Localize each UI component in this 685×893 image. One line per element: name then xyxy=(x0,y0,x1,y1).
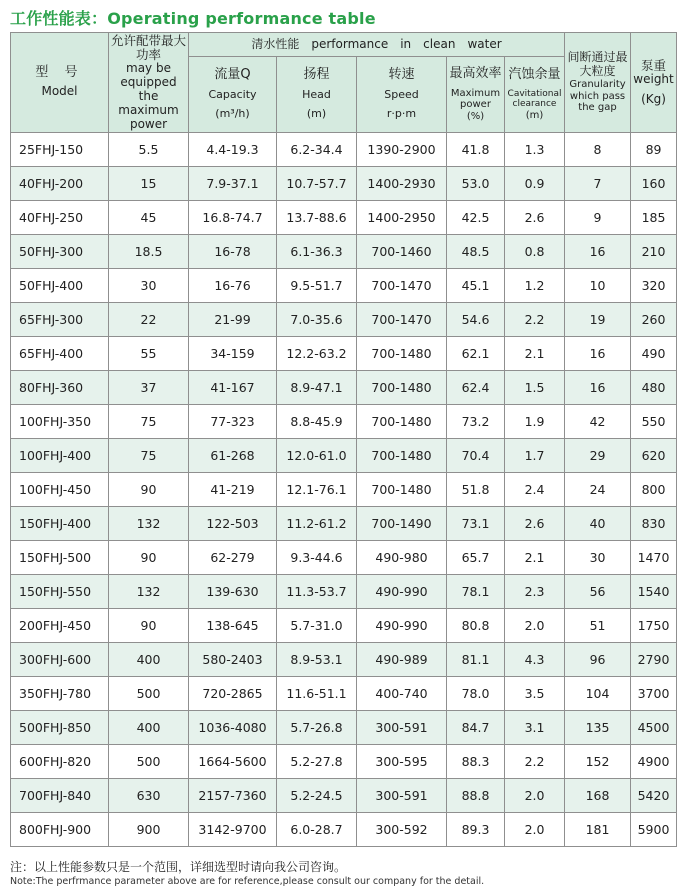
header-capacity-zh: 流量Q xyxy=(214,67,251,83)
granularity-cell: 96 xyxy=(565,643,631,677)
head-cell: 13.7-88.6 xyxy=(277,201,357,235)
header-granularity-en: Granularity which pass the gap xyxy=(569,79,626,114)
cavitation-cell: 1.2 xyxy=(505,269,565,303)
header-model xyxy=(11,33,109,133)
capacity-cell: 138-645 xyxy=(189,609,277,643)
efficiency-cell: 88.8 xyxy=(447,779,505,813)
granularity-cell: 152 xyxy=(565,745,631,779)
weight-cell: 1470 xyxy=(631,541,677,575)
model-cell: 80FHJ-360 xyxy=(11,371,109,405)
efficiency-cell: 41.8 xyxy=(447,133,505,167)
table-row xyxy=(11,133,677,167)
capacity-cell: 21-99 xyxy=(189,303,277,337)
weight-cell: 4500 xyxy=(631,711,677,745)
page-title: 工作性能表：Operating performance table xyxy=(10,9,376,28)
capacity-cell: 61-268 xyxy=(189,439,277,473)
speed-cell: 490-990 xyxy=(357,575,447,609)
power-cell: 500 xyxy=(109,677,189,711)
power-cell: 90 xyxy=(109,473,189,507)
cavitation-cell: 4.3 xyxy=(505,643,565,677)
cavitation-cell: 2.2 xyxy=(505,303,565,337)
header-capacity-en: Capacity xyxy=(208,88,257,102)
power-cell: 500 xyxy=(109,745,189,779)
speed-cell: 300-591 xyxy=(357,779,447,813)
cavitation-cell: 1.9 xyxy=(505,405,565,439)
cavitation-cell: 2.0 xyxy=(505,609,565,643)
weight-cell: 260 xyxy=(631,303,677,337)
efficiency-cell: 42.5 xyxy=(447,201,505,235)
cavitation-cell: 2.3 xyxy=(505,575,565,609)
head-cell: 6.0-28.7 xyxy=(277,813,357,847)
note-chinese: 注：以上性能参数只是一个范围，详细选型时请向我公司咨询。 xyxy=(10,860,347,874)
table-row xyxy=(11,303,677,337)
weight-cell: 800 xyxy=(631,473,677,507)
speed-cell: 300-591 xyxy=(357,711,447,745)
table-row xyxy=(11,575,677,609)
header-efficiency-unit: (%) xyxy=(466,110,485,122)
granularity-cell: 40 xyxy=(565,507,631,541)
granularity-cell: 168 xyxy=(565,779,631,813)
speed-cell: 700-1480 xyxy=(357,439,447,473)
head-cell: 12.2-63.2 xyxy=(277,337,357,371)
weight-cell: 1750 xyxy=(631,609,677,643)
cavitation-cell: 2.1 xyxy=(505,541,565,575)
speed-cell: 700-1480 xyxy=(357,473,447,507)
granularity-cell: 42 xyxy=(565,405,631,439)
efficiency-cell: 65.7 xyxy=(447,541,505,575)
speed-cell: 1400-2930 xyxy=(357,167,447,201)
table-row xyxy=(11,269,677,303)
efficiency-cell: 78.1 xyxy=(447,575,505,609)
table-row xyxy=(11,337,677,371)
head-cell: 5.7-31.0 xyxy=(277,609,357,643)
head-cell: 11.2-61.2 xyxy=(277,507,357,541)
header-efficiency-en: Maximum power xyxy=(450,87,501,111)
model-cell: 50FHJ-400 xyxy=(11,269,109,303)
weight-cell: 2790 xyxy=(631,643,677,677)
efficiency-cell: 80.8 xyxy=(447,609,505,643)
head-cell: 11.6-51.1 xyxy=(277,677,357,711)
table-row xyxy=(11,507,677,541)
granularity-cell: 7 xyxy=(565,167,631,201)
power-cell: 37 xyxy=(109,371,189,405)
header-weight-unit: (Kg) xyxy=(641,91,666,106)
table-row xyxy=(11,711,677,745)
header-power-en: may be equipped the maximum power xyxy=(118,61,179,131)
head-cell: 12.1-76.1 xyxy=(277,473,357,507)
efficiency-cell: 51.8 xyxy=(447,473,505,507)
speed-cell: 490-990 xyxy=(357,609,447,643)
speed-cell: 1400-2950 xyxy=(357,201,447,235)
capacity-cell: 16-76 xyxy=(189,269,277,303)
granularity-cell: 16 xyxy=(565,371,631,405)
model-cell: 100FHJ-350 xyxy=(11,405,109,439)
table-row xyxy=(11,235,677,269)
capacity-cell: 16.8-74.7 xyxy=(189,201,277,235)
table-row xyxy=(11,677,677,711)
cavitation-cell: 1.7 xyxy=(505,439,565,473)
table-row xyxy=(11,371,677,405)
efficiency-cell: 89.3 xyxy=(447,813,505,847)
header-head-zh: 扬程 xyxy=(303,67,330,83)
header-weight-en: weight xyxy=(633,71,674,86)
efficiency-cell: 73.1 xyxy=(447,507,505,541)
table-row xyxy=(11,473,677,507)
table-row xyxy=(11,167,677,201)
power-cell: 90 xyxy=(109,541,189,575)
speed-cell: 490-989 xyxy=(357,643,447,677)
power-cell: 22 xyxy=(109,303,189,337)
granularity-cell: 135 xyxy=(565,711,631,745)
speed-cell: 700-1480 xyxy=(357,337,447,371)
power-cell: 75 xyxy=(109,439,189,473)
head-cell: 5.2-27.8 xyxy=(277,745,357,779)
power-cell: 75 xyxy=(109,405,189,439)
cavitation-cell: 0.8 xyxy=(505,235,565,269)
model-cell: 800FHJ-900 xyxy=(11,813,109,847)
weight-cell: 490 xyxy=(631,337,677,371)
model-cell: 600FHJ-820 xyxy=(11,745,109,779)
head-cell: 9.3-44.6 xyxy=(277,541,357,575)
header-speed-zh: 转速 xyxy=(388,67,415,83)
weight-cell: 480 xyxy=(631,371,677,405)
table-row xyxy=(11,813,677,847)
model-cell: 100FHJ-450 xyxy=(11,473,109,507)
power-cell: 400 xyxy=(109,711,189,745)
header-capacity-unit: (m³/h) xyxy=(215,106,250,120)
granularity-cell: 30 xyxy=(565,541,631,575)
model-cell: 300FHJ-600 xyxy=(11,643,109,677)
speed-cell: 700-1480 xyxy=(357,405,447,439)
cavitation-cell: 2.0 xyxy=(505,813,565,847)
efficiency-cell: 84.7 xyxy=(447,711,505,745)
granularity-cell: 181 xyxy=(565,813,631,847)
weight-cell: 4900 xyxy=(631,745,677,779)
header-capacity xyxy=(189,57,277,133)
table-row xyxy=(11,745,677,779)
capacity-cell: 1664-5600 xyxy=(189,745,277,779)
performance-table xyxy=(10,32,677,847)
speed-cell: 300-592 xyxy=(357,813,447,847)
model-cell: 200FHJ-450 xyxy=(11,609,109,643)
capacity-cell: 580-2403 xyxy=(189,643,277,677)
cavitation-cell: 3.1 xyxy=(505,711,565,745)
weight-cell: 5420 xyxy=(631,779,677,813)
granularity-cell: 56 xyxy=(565,575,631,609)
model-cell: 50FHJ-300 xyxy=(11,235,109,269)
model-cell: 40FHJ-200 xyxy=(11,167,109,201)
header-speed-en: Speed xyxy=(384,88,419,102)
header-power-zh: 允许配带最大功率 xyxy=(110,32,186,62)
capacity-cell: 2157-7360 xyxy=(189,779,277,813)
capacity-cell: 7.9-37.1 xyxy=(189,167,277,201)
speed-cell: 400-740 xyxy=(357,677,447,711)
capacity-cell: 139-630 xyxy=(189,575,277,609)
header-cavitation-en: Cavitational clearance xyxy=(507,88,562,110)
speed-cell: 1390-2900 xyxy=(357,133,447,167)
table-row xyxy=(11,201,677,235)
capacity-cell: 34-159 xyxy=(189,337,277,371)
weight-cell: 1540 xyxy=(631,575,677,609)
header-granularity xyxy=(565,33,631,133)
header-model-zh: 型 号 xyxy=(35,65,84,81)
head-cell: 6.2-34.4 xyxy=(277,133,357,167)
head-cell: 8.9-47.1 xyxy=(277,371,357,405)
cavitation-cell: 2.6 xyxy=(505,201,565,235)
granularity-cell: 16 xyxy=(565,337,631,371)
table-row xyxy=(11,439,677,473)
model-cell: 65FHJ-400 xyxy=(11,337,109,371)
head-cell: 9.5-51.7 xyxy=(277,269,357,303)
header-cavitation-zh: 汽蚀余量 xyxy=(508,66,561,82)
speed-cell: 700-1480 xyxy=(357,371,447,405)
power-cell: 900 xyxy=(109,813,189,847)
head-cell: 8.9-53.1 xyxy=(277,643,357,677)
weight-cell: 89 xyxy=(631,133,677,167)
header-weight xyxy=(631,33,677,133)
header-head-unit: (m) xyxy=(306,106,327,120)
table-row xyxy=(11,405,677,439)
model-cell: 350FHJ-780 xyxy=(11,677,109,711)
header-efficiency xyxy=(447,57,505,133)
efficiency-cell: 88.3 xyxy=(447,745,505,779)
head-cell: 10.7-57.7 xyxy=(277,167,357,201)
head-cell: 11.3-53.7 xyxy=(277,575,357,609)
speed-cell: 300-595 xyxy=(357,745,447,779)
efficiency-cell: 45.1 xyxy=(447,269,505,303)
speed-cell: 700-1470 xyxy=(357,269,447,303)
model-cell: 65FHJ-300 xyxy=(11,303,109,337)
header-head xyxy=(277,57,357,133)
granularity-cell: 29 xyxy=(565,439,631,473)
capacity-cell: 720-2865 xyxy=(189,677,277,711)
power-cell: 5.5 xyxy=(109,133,189,167)
weight-cell: 3700 xyxy=(631,677,677,711)
cavitation-cell: 2.4 xyxy=(505,473,565,507)
head-cell: 5.2-24.5 xyxy=(277,779,357,813)
capacity-cell: 41-167 xyxy=(189,371,277,405)
speed-cell: 700-1470 xyxy=(357,303,447,337)
header-model-en: Model xyxy=(41,84,78,99)
weight-cell: 210 xyxy=(631,235,677,269)
cavitation-cell: 0.9 xyxy=(505,167,565,201)
weight-cell: 830 xyxy=(631,507,677,541)
speed-cell: 700-1460 xyxy=(357,235,447,269)
header-weight-zh: 泵重 xyxy=(641,57,667,73)
head-cell: 6.1-36.3 xyxy=(277,235,357,269)
header-cavitation-unit: (m) xyxy=(525,109,544,121)
header-head-en: Head xyxy=(302,88,331,102)
cavitation-cell: 2.1 xyxy=(505,337,565,371)
table-row xyxy=(11,643,677,677)
capacity-cell: 1036-4080 xyxy=(189,711,277,745)
capacity-cell: 41-219 xyxy=(189,473,277,507)
cavitation-cell: 3.5 xyxy=(505,677,565,711)
granularity-cell: 16 xyxy=(565,235,631,269)
granularity-cell: 24 xyxy=(565,473,631,507)
model-cell: 150FHJ-500 xyxy=(11,541,109,575)
efficiency-cell: 62.4 xyxy=(447,371,505,405)
efficiency-cell: 48.5 xyxy=(447,235,505,269)
speed-cell: 700-1490 xyxy=(357,507,447,541)
power-cell: 400 xyxy=(109,643,189,677)
capacity-cell: 4.4-19.3 xyxy=(189,133,277,167)
capacity-cell: 3142-9700 xyxy=(189,813,277,847)
efficiency-cell: 78.0 xyxy=(447,677,505,711)
power-cell: 132 xyxy=(109,575,189,609)
model-cell: 40FHJ-250 xyxy=(11,201,109,235)
granularity-cell: 104 xyxy=(565,677,631,711)
granularity-cell: 19 xyxy=(565,303,631,337)
granularity-cell: 8 xyxy=(565,133,631,167)
power-cell: 630 xyxy=(109,779,189,813)
note-english: Note:The perfrmance parameter above are for reference,please consult our company for the detail. xyxy=(10,876,485,887)
model-cell: 500FHJ-850 xyxy=(11,711,109,745)
power-cell: 15 xyxy=(109,167,189,201)
efficiency-cell: 73.2 xyxy=(447,405,505,439)
cavitation-cell: 2.6 xyxy=(505,507,565,541)
power-cell: 45 xyxy=(109,201,189,235)
weight-cell: 550 xyxy=(631,405,677,439)
weight-cell: 5900 xyxy=(631,813,677,847)
head-cell: 8.8-45.9 xyxy=(277,405,357,439)
power-cell: 55 xyxy=(109,337,189,371)
cavitation-cell: 1.5 xyxy=(505,371,565,405)
table-row xyxy=(11,609,677,643)
header-speed-unit: r·p·m xyxy=(386,106,417,120)
efficiency-cell: 54.6 xyxy=(447,303,505,337)
capacity-cell: 122-503 xyxy=(189,507,277,541)
efficiency-cell: 53.0 xyxy=(447,167,505,201)
granularity-cell: 10 xyxy=(565,269,631,303)
weight-cell: 160 xyxy=(631,167,677,201)
cavitation-cell: 2.2 xyxy=(505,745,565,779)
power-cell: 132 xyxy=(109,507,189,541)
granularity-cell: 51 xyxy=(565,609,631,643)
model-cell: 100FHJ-400 xyxy=(11,439,109,473)
speed-cell: 490-980 xyxy=(357,541,447,575)
head-cell: 5.7-26.8 xyxy=(277,711,357,745)
table-row xyxy=(11,779,677,813)
capacity-cell: 16-78 xyxy=(189,235,277,269)
head-cell: 7.0-35.6 xyxy=(277,303,357,337)
weight-cell: 620 xyxy=(631,439,677,473)
cavitation-cell: 2.0 xyxy=(505,779,565,813)
efficiency-cell: 70.4 xyxy=(447,439,505,473)
header-speed xyxy=(357,57,447,133)
model-cell: 150FHJ-400 xyxy=(11,507,109,541)
table-body xyxy=(11,133,677,847)
model-cell: 150FHJ-550 xyxy=(11,575,109,609)
weight-cell: 320 xyxy=(631,269,677,303)
model-cell: 700FHJ-840 xyxy=(11,779,109,813)
efficiency-cell: 62.1 xyxy=(447,337,505,371)
weight-cell: 185 xyxy=(631,201,677,235)
header-efficiency-zh: 最高效率 xyxy=(449,65,502,81)
power-cell: 30 xyxy=(109,269,189,303)
efficiency-cell: 81.1 xyxy=(447,643,505,677)
model-cell: 25FHJ-150 xyxy=(11,133,109,167)
power-cell: 18.5 xyxy=(109,235,189,269)
header-cavitation xyxy=(505,57,565,133)
capacity-cell: 62-279 xyxy=(189,541,277,575)
header-clean-water: 清水性能 performance in clean water xyxy=(189,33,565,57)
cavitation-cell: 1.3 xyxy=(505,133,565,167)
header-granularity-zh: 间断通过最大粒度 xyxy=(567,50,628,79)
head-cell: 12.0-61.0 xyxy=(277,439,357,473)
header-power xyxy=(109,33,189,133)
capacity-cell: 77-323 xyxy=(189,405,277,439)
table-row xyxy=(11,541,677,575)
granularity-cell: 9 xyxy=(565,201,631,235)
power-cell: 90 xyxy=(109,609,189,643)
